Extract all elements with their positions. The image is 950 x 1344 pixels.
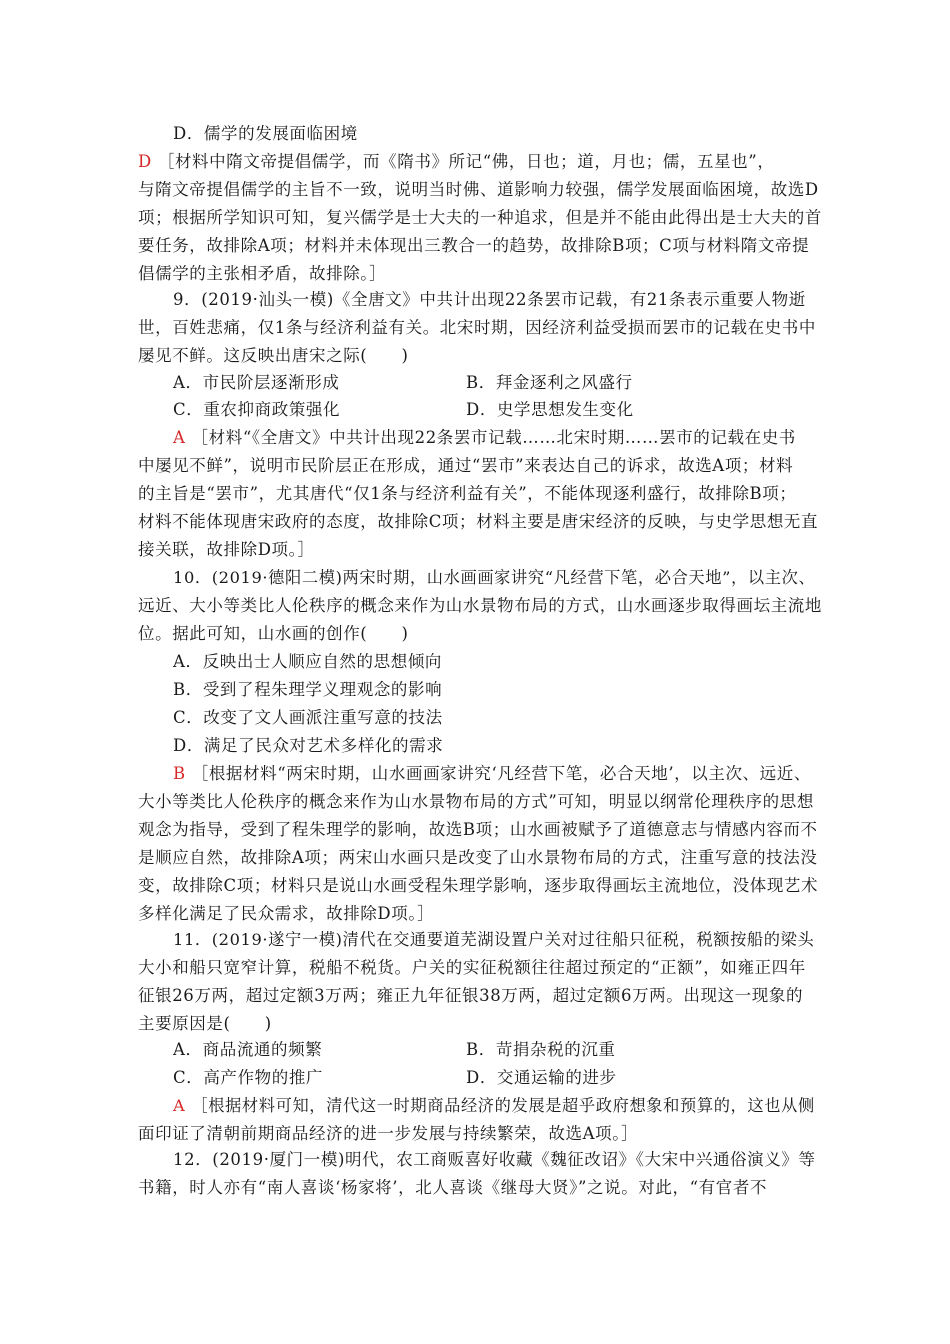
q9-stem-line-2: 世，百姓悲痛，仅1条与经济利益有关。北宋时期，因经济利益受损而罢市的记载在史书中 [138,318,816,337]
q11-answer: A [173,1096,186,1115]
q10-stem-line-1: 10．(2019·德阳二模)两宋时期，山水画画家讲究“凡经营下笔，必合天地”，以主次、 [173,568,816,587]
q10-explanation-line-3: 观念为指导，受到了程朱理学的影响，故选B项；山水画被赋予了道德意志与情感内容而不 [138,820,818,839]
q11-explanation-line-2: 面印证了清朝前期商品经济的进一步发展与持续繁荣，故选A项。］ [138,1124,639,1143]
q10-explanation-line-6: 多样化满足了民众需求，故排除D项。］ [138,904,435,923]
q9-option-b: B．拜金逐利之风盛行 [466,373,633,392]
q10-stem-line-3: 位。据此可知，山水画的创作( ) [138,624,409,643]
q11-expl-text-1: ［根据材料可知，清代这一时期商品经济的发展是超乎政府想象和预算的，这也从侧 [191,1096,815,1115]
q10-explanation-line-5: 变，故排除C项；材料只是说山水画受程朱理学影响，逐步取得画坛主流地位，没体现艺术 [138,876,819,895]
q10-explanation-line-4: 是顺应自然，故排除A项；两宋山水画只是改变了山水景物布局的方式，注重写意的技法没 [138,848,818,867]
q8-explanation-line-4: 要任务，故排除A项；材料并未体现出三教合一的趋势，故排除B项；C项与材料隋文帝提 [138,236,810,255]
q10-stem-line-2: 远近、大小等类比人伦秩序的概念来作为山水景物布局的方式，山水画逐步取得画坛主流地 [138,596,822,615]
q11-stem-line-3: 征银26万两，超过定额3万两；雍正九年征银38万两，超过定额6万两。出现这一现象的 [138,986,804,1005]
q9-answer: A [173,428,186,447]
q10-option-d: D．满足了民众对艺术多样化的需求 [173,736,444,755]
q11-option-a: A．商品流通的频繁 [173,1040,323,1059]
q9-explanation-line-1 [173,428,796,452]
q9-option-c: C．重农抑商政策强化 [173,400,341,419]
q9-explanation-line-4: 材料不能体现唐宋政府的态度，故排除C项；材料主要是唐宋经济的反映，与史学思想无直 [138,512,819,531]
q10-expl-text-1: ［根据材料“两宋时期，山水画画家讲究‘凡经营下笔，必合天地’，以主次、远近、 [191,764,811,783]
q8-explanation-line-3: 项；根据所学知识可知，复兴儒学是士大夫的一种追求，但是并不能由此得出是士大夫的首 [138,208,822,227]
q12-stem-line-2: 书籍，时人亦有“南人喜谈‘杨家将’，北人喜谈《继母大贤》”之说。对此，“有官者不 [138,1178,768,1197]
q8-expl-text-1: ［材料中隋文帝提倡儒学，而《隋书》所记“佛，日也；道，月也；儒，五星也”， [157,152,775,171]
q9-explanation-line-5: 接关联，故排除D项。］ [138,540,315,559]
q11-option-d: D．交通运输的进步 [466,1068,617,1087]
q10-option-a: A．反映出士人顺应自然的思想倾向 [173,652,443,671]
q10-option-c: C．改变了文人画派注重写意的技法 [173,708,443,727]
q10-option-b: B．受到了程朱理学义理观念的影响 [173,680,443,699]
q10-answer: B [173,764,186,783]
q9-expl-text-1: ［材料“《全唐文》中共计出现22条罢市记载……北宋时期……罢市的记载在史书 [191,428,796,447]
q8-answer: D [138,152,152,171]
q9-stem-line-3: 屡见不鲜。这反映出唐宋之际( ) [138,346,409,365]
q11-stem-line-1: 11．(2019·遂宁一模)清代在交通要道芜湖设置户关对过往船只征税，税额按船的梁头 [173,930,815,949]
q8-explanation-line-1 [138,152,774,176]
q10-explanation-line-2: 大小等类比人伦秩序的概念来作为山水景物布局的方式”可知，明显以纲常伦理秩序的思想 [138,792,814,811]
q11-stem-line-4: 主要原因是( ) [138,1014,272,1033]
q11-option-b: B．苛捐杂税的沉重 [466,1040,616,1059]
q11-option-c: C．高产作物的推广 [173,1068,324,1087]
q12-stem-line-1: 12．(2019·厦门一模)明代，农工商贩喜好收藏《魏征改诏》《大宋中兴通俗演义》等 [173,1150,816,1169]
q8-explanation-line-5: 倡儒学的主张相矛盾，故排除。］ [138,264,387,283]
q11-stem-line-2: 大小和船只宽窄计算，税船不税货。户关的实征税额往往超过预定的“正额”，如雍正四年 [138,958,806,977]
q9-option-d: D．史学思想发生变化 [466,400,634,419]
q9-explanation-line-3: 的主旨是“罢市”，尤其唐代“仅1条与经济利益有关”，不能体现逐利盛行，故排除B项； [138,484,797,503]
q9-option-a: A．市民阶层逐渐形成 [173,373,340,392]
q9-stem-line-1: 9．(2019·汕头一模)《全唐文》中共计出现22条罢市记载，有21条表示重要人物逝 [173,290,806,309]
q11-explanation-line-1 [173,1096,815,1120]
q10-explanation-line-1 [173,764,811,788]
q8-option-d: D．儒学的发展面临困境 [173,124,358,143]
q8-explanation-line-2: 与隋文帝提倡儒学的主旨不一致，说明当时佛、道影响力较强，儒学发展面临困境，故选D [138,180,819,199]
q9-explanation-line-2: 中屡见不鲜”，说明市民阶层正在形成，通过“罢市”来表达自己的诉求，故选A项；材料 [138,456,794,475]
